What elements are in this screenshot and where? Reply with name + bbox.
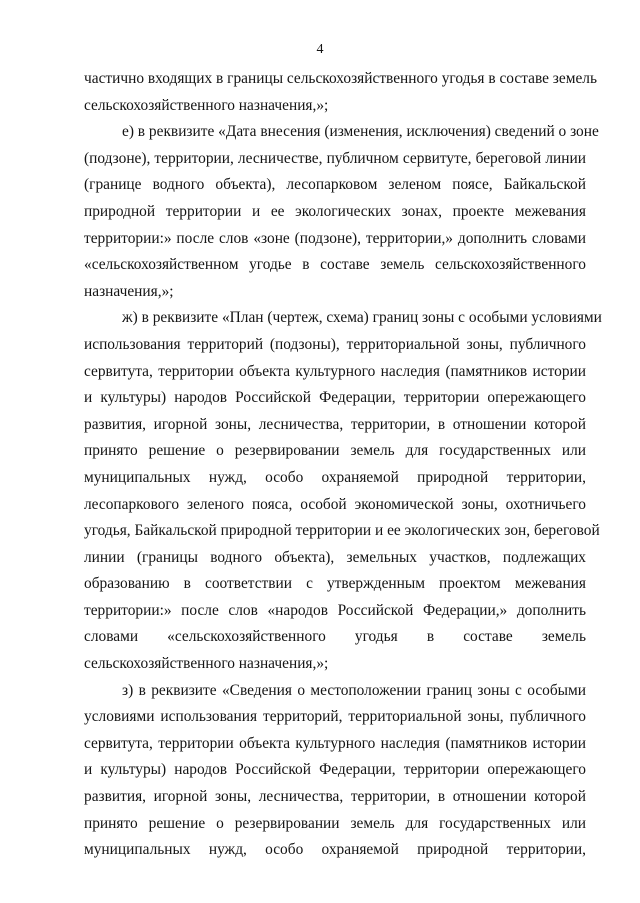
text-line: сервитута, территории объекта культурного наследия (памятников истории bbox=[84, 734, 586, 752]
text-line: принято решение о резервировании земель для государственных или bbox=[84, 814, 586, 832]
text-line: и культуры) народов Российской Федерации, территории опережающего bbox=[84, 761, 586, 779]
text-line: сервитута, территории объекта культурного наследия (памятников истории bbox=[84, 362, 586, 380]
text-line: з) в реквизите «Сведения о местоположении границ зоны с особыми bbox=[122, 681, 586, 699]
text-line: условиями использования территорий, территориальной зоны, публичного bbox=[84, 708, 586, 726]
text-line: территории:» после слов «народов Российской Федерации,» дополнить bbox=[84, 601, 586, 619]
text-line: развития, игорной зоны, лесничества, территории, в отношении которой bbox=[84, 788, 586, 806]
paragraph bbox=[84, 119, 599, 305]
text-line: угодья, Байкальской природной территории и ее экологических зон, береговой bbox=[84, 522, 600, 540]
text-line: сельскохозяйственного назначения,»; bbox=[84, 655, 329, 673]
text-line: ж) в реквизите «План (чертеж, схема) границ зоны с особыми условиями bbox=[122, 309, 602, 327]
text-line: линии (границы водного объекта), земельных участков, подлежащих bbox=[84, 548, 586, 566]
paragraph bbox=[84, 678, 586, 864]
text-line: «сельскохозяйственном угодье в составе земель сельскохозяйственного bbox=[84, 256, 586, 274]
text-line: (подзоне), территории, лесничестве, публичном сервитуте, береговой линии bbox=[84, 149, 586, 167]
text-line: частично входящих в границы сельскохозяйственного угодья в составе земель bbox=[84, 70, 597, 87]
text-line: муниципальных нужд, особо охраняемой природной территории, bbox=[84, 468, 586, 486]
paragraph bbox=[84, 66, 597, 119]
text-line: муниципальных нужд, особо охраняемой природной территории, bbox=[84, 841, 586, 859]
text-line: назначения,»; bbox=[84, 282, 174, 300]
text-line: территории:» после слов «зоне (подзоне), территории,» дополнить словами bbox=[84, 229, 586, 247]
text-line: природной территории и ее экологических зонах, проекте межевания bbox=[84, 202, 586, 220]
text-line: и культуры) народов Российской Федерации, территории опережающего bbox=[84, 389, 586, 407]
text-line: развития, игорной зоны, лесничества, территории, в отношении которой bbox=[84, 415, 586, 433]
paragraph bbox=[84, 305, 602, 677]
page-number: 4 bbox=[316, 42, 324, 57]
text-line: использования территорий (подзоны), территориальной зоны, публичного bbox=[84, 335, 586, 353]
text-line: лесопаркового зеленого пояса, особой экономической зоны, охотничьего bbox=[84, 495, 586, 513]
text-line: словами «сельскохозяйственного угодья в составе земель bbox=[84, 628, 586, 646]
text-line: образованию в соответствии с утвержденным проектом межевания bbox=[84, 575, 586, 593]
document-body bbox=[84, 66, 602, 864]
text-line: сельскохозяйственного назначения,»; bbox=[84, 96, 329, 114]
text-line: (границе водного объекта), лесопарковом зеленом поясе, Байкальской bbox=[84, 176, 586, 194]
text-line: принято решение о резервировании земель для государственных или bbox=[84, 442, 586, 460]
text-line: е) в реквизите «Дата внесения (изменения, исключения) сведений о зоне bbox=[122, 123, 599, 141]
